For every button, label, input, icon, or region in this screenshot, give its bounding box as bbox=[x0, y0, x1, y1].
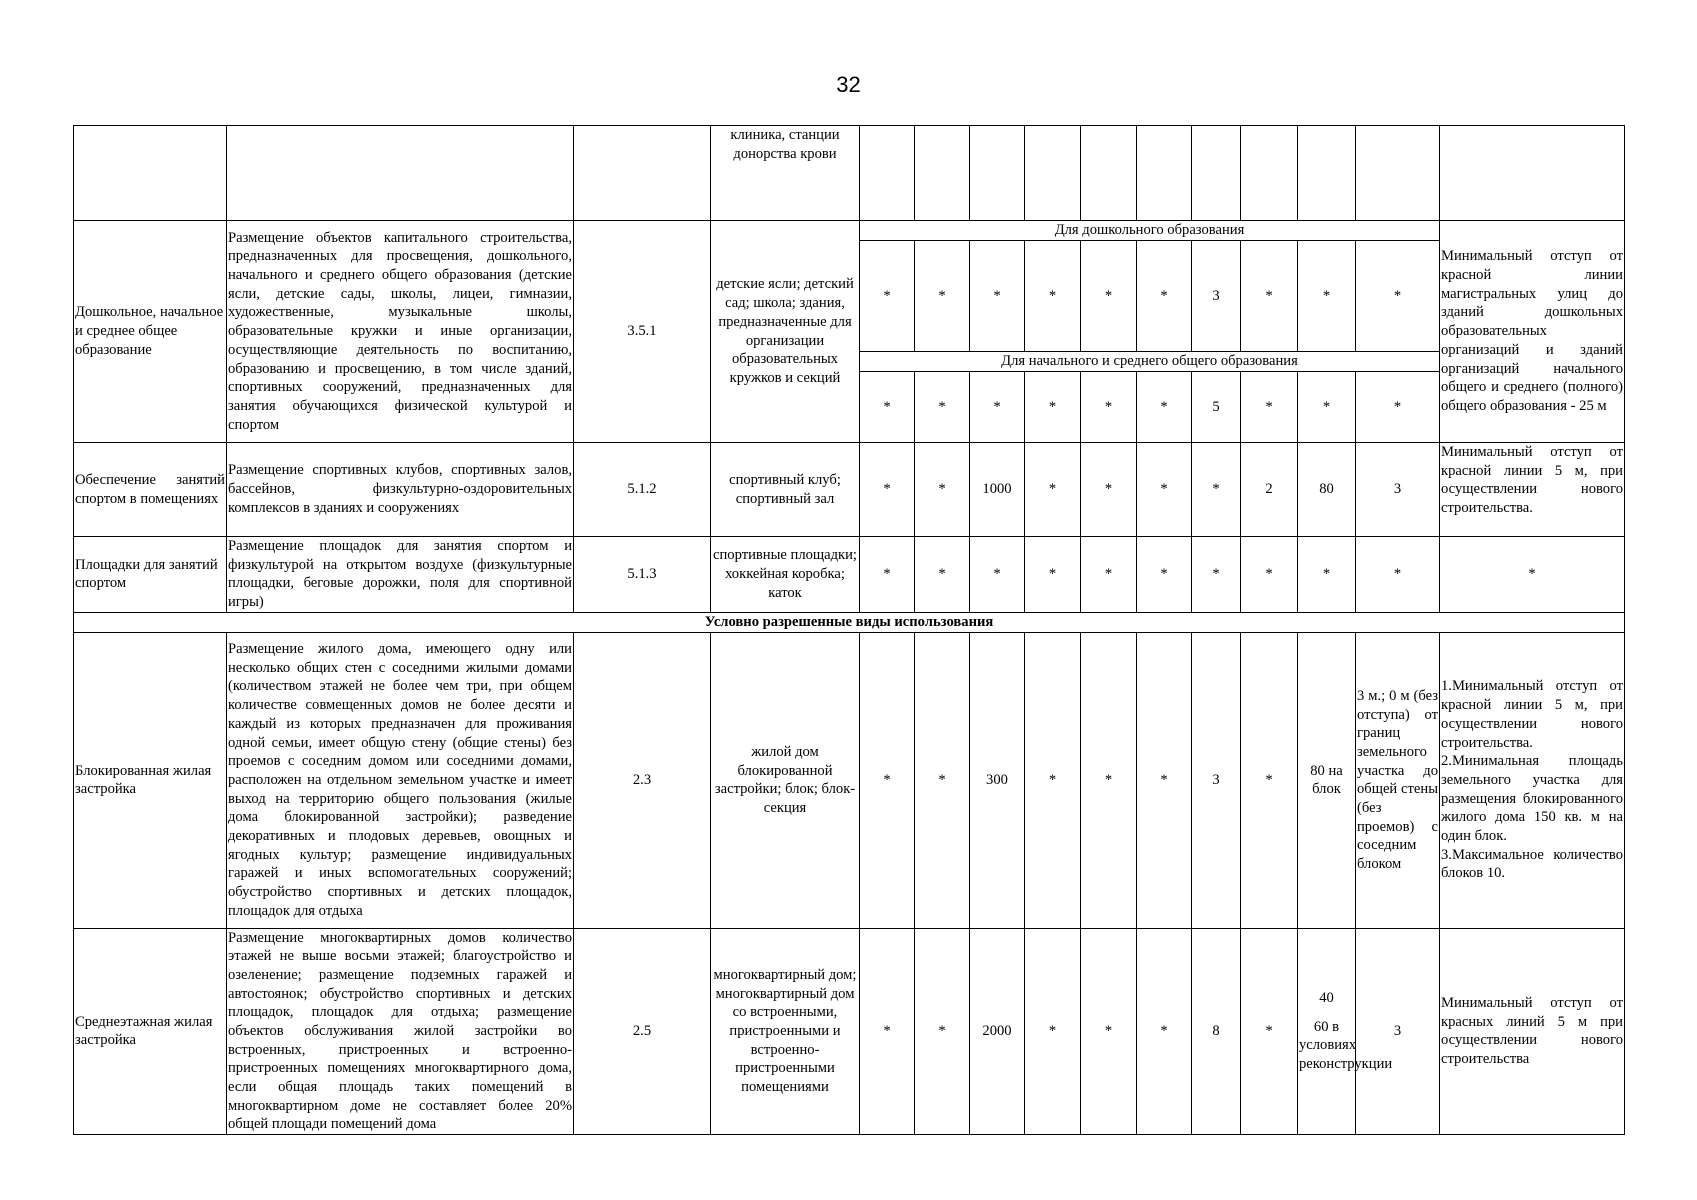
value-cell: * bbox=[1298, 537, 1356, 613]
use-code-cell: 2.3 bbox=[574, 632, 711, 928]
note-cell: Минимальный отступ от красной линии 5 м, при осуществлении нового строительства. bbox=[1440, 443, 1625, 537]
use-description-cell: Размещение спортивных клубов, спортивных залов, бассейнов, физкультурно-оздоровительных комплексов в зданиях и сооружениях bbox=[227, 443, 574, 537]
page-number: 32 bbox=[836, 72, 861, 97]
value-cell: 1000 bbox=[970, 443, 1025, 537]
note-cell: Минимальный отступ от красной линии магистральных улиц до зданий дошкольных образовательных организаций и зданий организаций начального общего и среднего (полного) общего образования - 25 м bbox=[1440, 221, 1625, 443]
objects-cell: спортивные площадки; хоккейная коробка; каток bbox=[711, 537, 860, 613]
use-description-cell: Размещение площадок для занятия спортом и физкультурой на открытом воздухе (физкультурные площадки, беговые дорожки, поля для спортивной игры) bbox=[227, 537, 574, 613]
value-cell: * bbox=[860, 241, 915, 352]
offset-cell: 3 bbox=[1356, 928, 1440, 1134]
value-cell: * bbox=[1081, 372, 1137, 443]
objects-cell: детские ясли; детский сад; школа; здания, предназначенные для организации образовательных кружков и секций bbox=[711, 221, 860, 443]
use-description-cell: Размещение многоквартирных домов количество этажей не выше восьми этажей; благоустройство и озеленение; размещение подземных гаражей и автостоянок; обустройство спортивных и детских площадок, площадок для отдыха; размещение объектов обслуживания жилой застройки во встроенных, пристроенных и встроенно-пристроенных помещениях многоквартирного дома, если общая площадь таких помещений в многоквартирном доме не составляет более 20% общей площади помещений дома bbox=[227, 928, 574, 1134]
value-cell: 2000 bbox=[970, 928, 1025, 1134]
value-cell: * bbox=[1025, 928, 1081, 1134]
value-cell: * bbox=[1356, 372, 1440, 443]
value-cell: * bbox=[915, 241, 970, 352]
subheader-general-education: Для начального и среднего общего образования bbox=[860, 352, 1440, 372]
value-cell: * bbox=[860, 372, 915, 443]
table-row bbox=[74, 221, 1625, 241]
coverage-reconstruction: 60 в условиях реконструкции bbox=[1299, 1018, 1393, 1073]
value-cell: * bbox=[1298, 241, 1356, 352]
table-row bbox=[74, 126, 1625, 221]
value-cell: * bbox=[1137, 241, 1192, 352]
value-cell: * bbox=[1025, 443, 1081, 537]
objects-cell: спортивный клуб; спортивный зал bbox=[711, 443, 860, 537]
value-cell: 300 bbox=[970, 632, 1025, 928]
value-cell: * bbox=[915, 537, 970, 613]
value-cell: * bbox=[970, 372, 1025, 443]
cell-empty bbox=[227, 126, 574, 221]
objects-cell: жилой дом блокированной застройки; блок; блок-секция bbox=[711, 632, 860, 928]
use-description-cell: Размещение жилого дома, имеющего одну или несколько общих стен с соседними жилыми домами (количеством этажей не более чем три, при общем количестве совмещенных домов не более десяти и каждый из которых предназначен для проживания одной семьи, имеет общую стену (общие стены) без проемов с соседним домом или соседними домами, расположен на отдельном земельном участке и имеет выход на территорию общего пользования (жилые дома блокированной застройки); разведение декоративных и плодовых деревьев, овощных и ягодных культур; размещение индивидуальных гаражей и иных вспомогательных сооружений; обустройство спортивных и детских площадок, площадок для отдыха bbox=[227, 632, 574, 928]
value-cell: * bbox=[1025, 372, 1081, 443]
cell-empty bbox=[860, 126, 915, 221]
cell-empty bbox=[915, 126, 970, 221]
value-cell: * bbox=[1192, 443, 1241, 537]
value-cell: * bbox=[860, 537, 915, 613]
value-cell: 80 bbox=[1298, 443, 1356, 537]
cell-empty bbox=[1440, 126, 1625, 221]
value-cell: * bbox=[1137, 443, 1192, 537]
value-cell: * bbox=[1241, 928, 1298, 1134]
value-cell: * bbox=[860, 928, 915, 1134]
table-row bbox=[74, 537, 1625, 613]
value-cell: * bbox=[915, 372, 970, 443]
cell-empty bbox=[1137, 126, 1192, 221]
use-code-cell: 5.1.3 bbox=[574, 537, 711, 613]
value-cell: 2 bbox=[1241, 443, 1298, 537]
value-cell: * bbox=[1241, 241, 1298, 352]
value-cell: 80 на блок bbox=[1298, 632, 1356, 928]
cell-empty bbox=[1192, 126, 1241, 221]
use-description-cell: Размещение объектов капитального строительства, предназначенных для просвещения, дошкольного, начального и среднего общего образования (детские ясли, детские сады, школы, лицеи, гимназии, художественные, музыкальные школы, образовательные кружки и иные организации, осуществляющие деятельность по воспитанию, образованию и просвещению, в том числе зданий, спортивных сооружений, предназначенных для занятия обучающихся физической культурой и спортом bbox=[227, 221, 574, 443]
cell-empty bbox=[970, 126, 1025, 221]
note-item: 1.Минимальный отступ от красной линии 5 м, при осуществлении нового строительства. bbox=[1441, 678, 1623, 751]
value-cell: * bbox=[1356, 241, 1440, 352]
value-cell: * bbox=[1081, 537, 1137, 613]
objects-cell: многоквартирный дом; многоквартирный дом со встроенными, пристроенными и встроенно-пристроенными помещениями bbox=[711, 928, 860, 1134]
cell-empty bbox=[1081, 126, 1137, 221]
value-cell: * bbox=[970, 537, 1025, 613]
use-name-cell: Блокированная жилая застройка bbox=[74, 632, 227, 928]
value-cell: 3 bbox=[1192, 632, 1241, 928]
table-row bbox=[74, 928, 1625, 1134]
value-cell: * bbox=[970, 241, 1025, 352]
cell-empty bbox=[1025, 126, 1081, 221]
coverage-cell bbox=[1298, 928, 1393, 1134]
note-item: 3.Максимальное количество блоков 10. bbox=[1441, 846, 1623, 882]
value-cell: * bbox=[1137, 928, 1192, 1134]
value-cell: * bbox=[1137, 372, 1192, 443]
cell-empty bbox=[1356, 126, 1440, 221]
use-code-cell: 5.1.2 bbox=[574, 443, 711, 537]
cell-empty bbox=[1241, 126, 1298, 221]
use-code-cell: 2.5 bbox=[574, 928, 711, 1134]
cell-empty bbox=[574, 126, 711, 221]
table-row bbox=[74, 632, 1625, 928]
value-cell: * bbox=[860, 632, 915, 928]
offset-cell: 3 м.; 0 м (без отступа) от границ земельного участка до общей стены (без проемов) с соседним блоком bbox=[1356, 632, 1440, 928]
value-cell: * bbox=[915, 928, 970, 1134]
value-cell: 8 bbox=[1192, 928, 1241, 1134]
value-cell: * bbox=[860, 443, 915, 537]
value-cell: * bbox=[1025, 632, 1081, 928]
use-code-cell: 3.5.1 bbox=[574, 221, 711, 443]
value-cell: * bbox=[1025, 537, 1081, 613]
note-cell: Минимальный отступ от красных линий 5 м при осуществлении нового строительства bbox=[1440, 928, 1625, 1134]
value-cell: * bbox=[1081, 928, 1137, 1134]
value-cell: * bbox=[1025, 241, 1081, 352]
cell-empty bbox=[1298, 126, 1356, 221]
section-title: Условно разрешенные виды использования bbox=[74, 612, 1625, 632]
value-cell: 3 bbox=[1192, 241, 1241, 352]
use-name-cell: Обеспечение занятий спортом в помещениях bbox=[74, 443, 227, 537]
table-row bbox=[74, 612, 1625, 632]
value-cell: * bbox=[1081, 632, 1137, 928]
value-cell: * bbox=[1081, 443, 1137, 537]
note-item: 2.Минимальная площадь земельного участка для размещения блокированного жилого дома 150 кв. м на один блок. bbox=[1441, 753, 1623, 844]
subheader-preschool: Для дошкольного образования bbox=[860, 221, 1440, 241]
note-cell bbox=[1440, 632, 1625, 928]
use-name-cell: Среднеэтажная жилая застройка bbox=[74, 928, 227, 1134]
value-cell: * bbox=[1298, 372, 1356, 443]
value-cell: * bbox=[1241, 632, 1298, 928]
zoning-regulations-table bbox=[73, 125, 1625, 1135]
value-cell: * bbox=[1137, 537, 1192, 613]
objects-cell: клиника, станции донорства крови bbox=[711, 126, 860, 221]
value-cell: 3 bbox=[1356, 443, 1440, 537]
value-cell: * bbox=[1137, 632, 1192, 928]
value-cell: * bbox=[1241, 537, 1298, 613]
cell-empty bbox=[74, 126, 227, 221]
value-cell: * bbox=[915, 632, 970, 928]
note-cell: * bbox=[1440, 537, 1625, 613]
value-cell: * bbox=[1192, 537, 1241, 613]
value-cell: * bbox=[1081, 241, 1137, 352]
value-cell: * bbox=[1356, 537, 1440, 613]
value-cell: * bbox=[915, 443, 970, 537]
value-cell: 5 bbox=[1192, 372, 1241, 443]
value-cell: * bbox=[1241, 372, 1298, 443]
coverage-value: 40 bbox=[1319, 990, 1334, 1007]
table-row bbox=[74, 443, 1625, 537]
use-name-cell: Дошкольное, начальное и среднее общее образование bbox=[74, 221, 227, 443]
use-name-cell: Площадки для занятий спортом bbox=[74, 537, 227, 613]
